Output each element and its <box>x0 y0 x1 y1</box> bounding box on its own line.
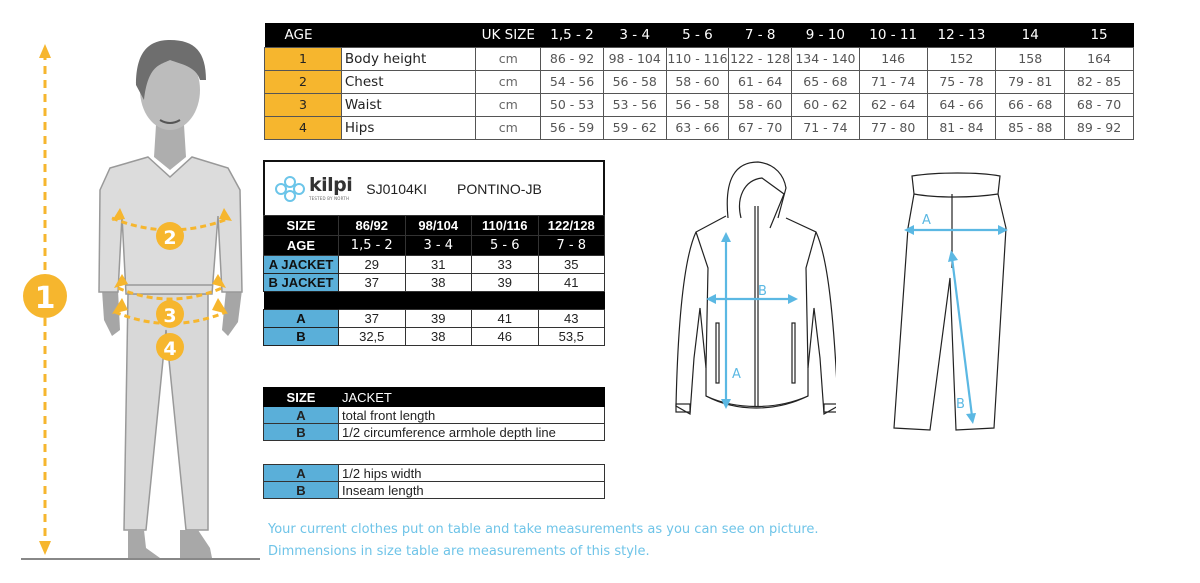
row-unit: cm <box>476 47 541 70</box>
svg-text:3: 3 <box>163 305 177 327</box>
cell: 39 <box>472 274 539 292</box>
cell: 64 - 66 <box>927 93 996 116</box>
cell: 61 - 64 <box>729 70 792 93</box>
row-label: B <box>264 328 339 346</box>
age-col-header: 15 <box>1065 23 1134 47</box>
size-chart-table <box>264 23 1134 140</box>
cell: 71 - 74 <box>792 116 860 139</box>
legend-desc: total front length <box>339 407 605 424</box>
table-row <box>264 328 605 346</box>
cell: 164 <box>1065 47 1134 70</box>
cell: 63 - 66 <box>666 116 729 139</box>
cell: 37 <box>339 274 406 292</box>
cell: 79 - 81 <box>996 70 1065 93</box>
size-label: SIZE <box>264 216 339 236</box>
uk-size-header: UK SIZE <box>476 23 541 47</box>
jacket-label-b: B <box>758 284 767 299</box>
legend-title: JACKET <box>339 388 605 407</box>
table-row <box>264 274 605 292</box>
age-col-header: 5 - 6 <box>666 23 729 47</box>
separator-row <box>264 292 605 310</box>
cell: 134 - 140 <box>792 47 860 70</box>
row-number: 4 <box>265 116 342 139</box>
svg-text:4: 4 <box>163 338 177 360</box>
cell: 81 - 84 <box>927 116 996 139</box>
row-number: 1 <box>265 47 342 70</box>
age-col-header: 14 <box>996 23 1065 47</box>
cell: 58 - 60 <box>729 93 792 116</box>
age-col-header: 7 - 8 <box>729 23 792 47</box>
size-value: 110/116 <box>472 216 539 236</box>
size-value: 122/128 <box>538 216 605 236</box>
cell: 152 <box>927 47 996 70</box>
brand-name: kilpi <box>309 174 353 196</box>
product-code: SJ0104KI <box>366 180 427 197</box>
cell: 54 - 56 <box>541 70 604 93</box>
legend-key: B <box>264 482 339 499</box>
row-number: 2 <box>265 70 342 93</box>
product-measurements <box>263 215 605 346</box>
size-value: 98/104 <box>405 216 472 236</box>
age-col-header: 3 - 4 <box>603 23 666 47</box>
cell: 37 <box>339 310 406 328</box>
cell: 68 - 70 <box>1065 93 1134 116</box>
row-label: Hips <box>341 116 476 139</box>
cell: 50 - 53 <box>541 93 604 116</box>
cell: 62 - 64 <box>859 93 927 116</box>
age-col-header: 9 - 10 <box>792 23 860 47</box>
row-number: 3 <box>265 93 342 116</box>
jacket-label-a: A <box>732 367 741 382</box>
cell: 86 - 92 <box>541 47 604 70</box>
cell: 38 <box>405 274 472 292</box>
age-col-header: 1,5 - 2 <box>541 23 604 47</box>
cell: 110 - 116 <box>666 47 729 70</box>
cell: 75 - 78 <box>927 70 996 93</box>
dimensions-note: Dimmensions in size table are measurements of this style. <box>268 544 650 559</box>
age-value: 3 - 4 <box>405 236 472 256</box>
row-label: A JACKET <box>264 256 339 274</box>
cell: 59 - 62 <box>603 116 666 139</box>
age-row <box>264 236 605 256</box>
age-value: 5 - 6 <box>472 236 539 256</box>
cell: 56 - 58 <box>666 93 729 116</box>
legend-desc: Inseam length <box>339 482 605 499</box>
marker-2 <box>156 222 184 250</box>
table-row <box>265 47 1134 70</box>
cell: 31 <box>405 256 472 274</box>
cell: 67 - 70 <box>729 116 792 139</box>
legend-row <box>264 407 605 424</box>
table-row <box>265 93 1134 116</box>
cell: 82 - 85 <box>1065 70 1134 93</box>
cell: 41 <box>538 274 605 292</box>
marker-3 <box>156 300 184 328</box>
cell: 39 <box>405 310 472 328</box>
legend-key: A <box>264 407 339 424</box>
legend-key: A <box>264 465 339 482</box>
legend-desc: 1/2 hips width <box>339 465 605 482</box>
kilpi-logo <box>273 176 352 202</box>
marker-4 <box>156 333 184 361</box>
age-value: 1,5 - 2 <box>339 236 406 256</box>
cell: 89 - 92 <box>1065 116 1134 139</box>
table-row <box>264 310 605 328</box>
row-label: B JACKET <box>264 274 339 292</box>
legend-row <box>264 482 605 499</box>
age-col-header: 10 - 11 <box>859 23 927 47</box>
jacket-diagram <box>666 158 836 433</box>
size-chart-header <box>265 23 1134 47</box>
cell: 60 - 62 <box>792 93 860 116</box>
row-label: A <box>264 310 339 328</box>
product-model: PONTINO-JB <box>457 180 542 197</box>
cell: 158 <box>996 47 1065 70</box>
cell: 58 - 60 <box>666 70 729 93</box>
cell: 98 - 104 <box>603 47 666 70</box>
jacket-legend <box>263 387 605 441</box>
row-label: Waist <box>341 93 476 116</box>
jacket-measure-lines <box>706 232 798 409</box>
cell: 32,5 <box>339 328 406 346</box>
legend-size-label: SIZE <box>264 388 339 407</box>
row-unit: cm <box>476 116 541 139</box>
legend-desc: 1/2 circumference armhole depth line <box>339 424 605 441</box>
knot-icon <box>273 176 307 202</box>
pants-label-a: A <box>922 213 931 228</box>
svg-text:1: 1 <box>34 281 56 316</box>
row-label: Chest <box>341 70 476 93</box>
cell: 65 - 68 <box>792 70 860 93</box>
legend-header <box>264 388 605 407</box>
cell: 56 - 58 <box>603 70 666 93</box>
table-row <box>265 70 1134 93</box>
size-value: 86/92 <box>339 216 406 236</box>
row-unit: cm <box>476 93 541 116</box>
cell: 66 - 68 <box>996 93 1065 116</box>
pants-label-b: B <box>956 397 965 412</box>
cell: 71 - 74 <box>859 70 927 93</box>
body-measurement-figure <box>0 30 260 565</box>
cell: 38 <box>405 328 472 346</box>
age-col-header: 12 - 13 <box>927 23 996 47</box>
cell: 43 <box>538 310 605 328</box>
svg-text:2: 2 <box>163 227 177 249</box>
cell: 53,5 <box>538 328 605 346</box>
cell: 85 - 88 <box>996 116 1065 139</box>
marker-1 <box>23 274 67 318</box>
brand-tagline: TESTED BY NORTH <box>309 196 350 201</box>
cell: 122 - 128 <box>729 47 792 70</box>
size-row <box>264 216 605 236</box>
instruction-note: Your current clothes put on table and take measurements as you can see on picture. <box>268 522 819 537</box>
legend-row <box>264 424 605 441</box>
cell: 33 <box>472 256 539 274</box>
pants-diagram <box>888 168 1018 436</box>
row-label: Body height <box>341 47 476 70</box>
pants-measure-lines <box>904 225 1008 424</box>
age-label: AGE <box>264 236 339 256</box>
table-row <box>265 116 1134 139</box>
cell: 146 <box>859 47 927 70</box>
age-header: AGE <box>265 23 476 47</box>
cell: 41 <box>472 310 539 328</box>
product-size-table <box>263 160 605 346</box>
product-header <box>263 160 605 215</box>
row-unit: cm <box>476 70 541 93</box>
pants-legend <box>263 464 605 499</box>
cell: 53 - 56 <box>603 93 666 116</box>
cell: 56 - 59 <box>541 116 604 139</box>
cell: 77 - 80 <box>859 116 927 139</box>
cell: 46 <box>472 328 539 346</box>
age-value: 7 - 8 <box>538 236 605 256</box>
cell: 35 <box>538 256 605 274</box>
table-row <box>264 256 605 274</box>
legend-key: B <box>264 424 339 441</box>
legend-row <box>264 465 605 482</box>
cell: 29 <box>339 256 406 274</box>
